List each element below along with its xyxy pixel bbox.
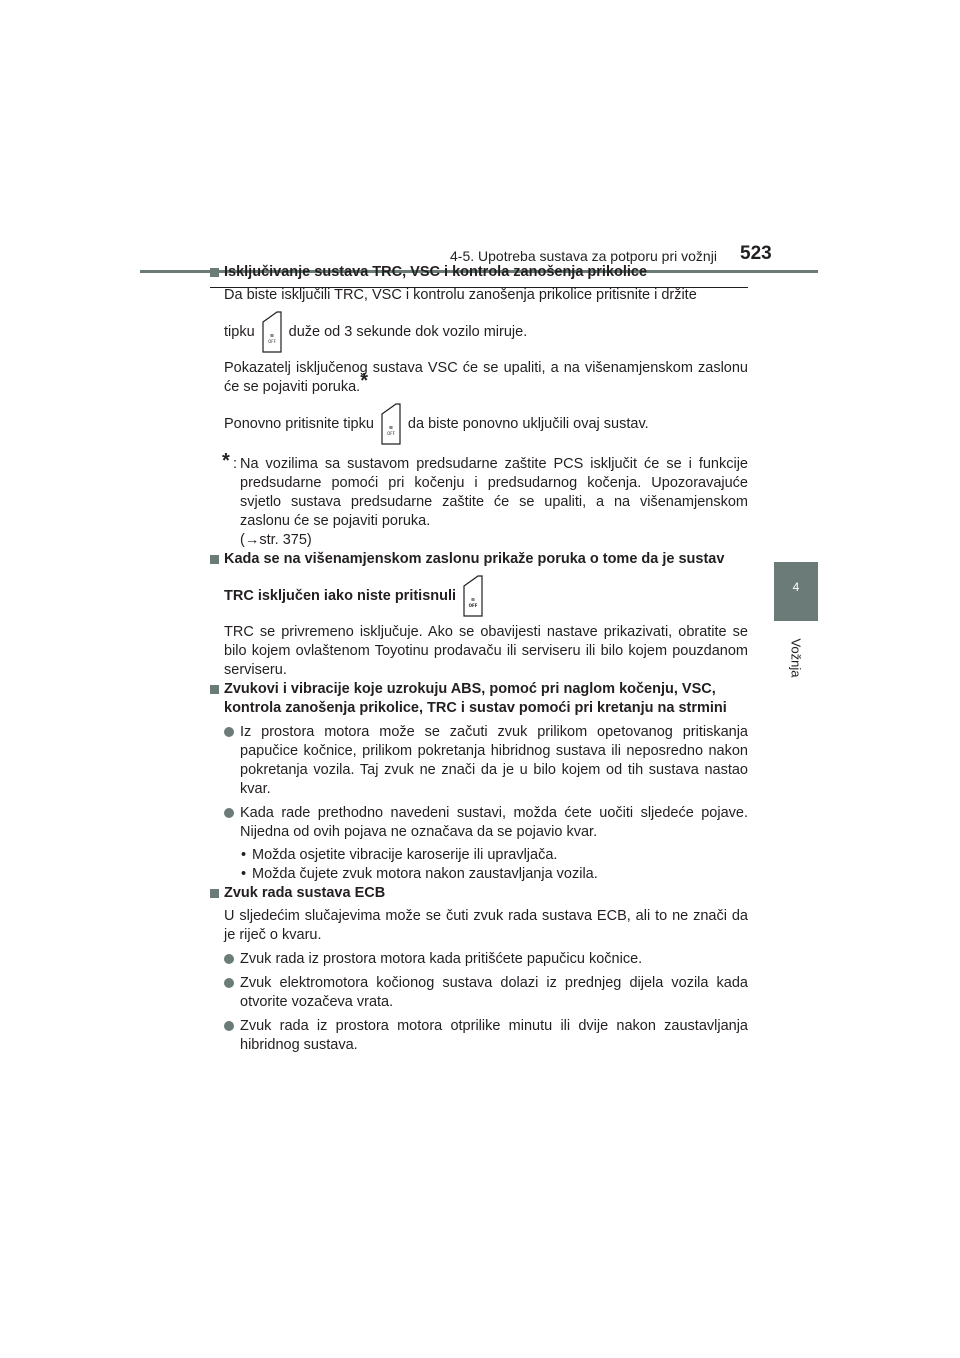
paragraph: tipku ≋ OFF duže od 3 sekunde dok vozilo miruje. [210, 309, 748, 355]
header-title: 4-5. Upotreba sustava za potporu pri vožnji [450, 248, 717, 264]
section-heading-trc-message: Kada se na višenamjenskom zaslonu prikaže poruka o tome da je sustav [210, 550, 748, 569]
page-content [210, 263, 748, 1055]
paragraph: Pokazatelj isključenog sustava VSC će se upaliti, a na višenamjenskom zaslonu će se pojaviti poruka.* [224, 360, 748, 395]
svg-text:≋: ≋ [388, 425, 394, 432]
chapter-label [770, 632, 822, 684]
section-heading-trc-vsc-off: Isključivanje sustava TRC, VSC i kontrola zanošenja prikolice [210, 263, 748, 282]
footnote [210, 450, 748, 550]
chapter-number: 4 [792, 580, 800, 594]
paragraph: TRC se privremeno isključuje. Ako se obavijesti nastave prikazivati, obratite se bilo kojem ovlaštenom Toyotinu prodavaču ili serviseru ili bilo kojem pouzdanom serviseru. [224, 624, 748, 678]
svg-text:OFF: OFF [267, 339, 276, 345]
list-item: Kada rade prethodno navedeni sustavi, možda ćete uočiti sljedeće pojave. Nijedna od ovih pojava ne označava da se pojavio kvar. [210, 804, 748, 842]
footnote-reference: (→str. 375) [240, 532, 312, 548]
svg-text:OFF: OFF [468, 603, 478, 609]
footnote-star: * [222, 450, 230, 472]
paragraph: Ponovno pritisnite tipku ≋ OFF da biste ponovno uključili ovaj sustav. [210, 401, 748, 447]
sub-list-item: • Možda osjetite vibracije karoserije ili upravljača. [210, 846, 748, 865]
svg-text:≋: ≋ [269, 333, 274, 340]
list-item: Zvuk rada iz prostora motora otprilike minutu ili dvije nakon zaustavljanja hibridnog sustava. [210, 1017, 748, 1055]
section-heading-ecb-sound: Zvuk rada sustava ECB [210, 884, 748, 903]
vsc-off-button-icon [460, 574, 486, 618]
footnote-colon: : [233, 456, 238, 472]
vsc-off-button-icon [378, 402, 404, 446]
paragraph: U sljedećim slučajevima može se čuti zvuk rada sustava ECB, ali to ne znači da je riječ o kvaru. [224, 908, 748, 943]
list-item: Iz prostora motora može se začuti zvuk prilikom opetovanog pritiskanja papučice kočnice, prilikom pokretanja hibridnog sustava ili neposredno nakon pokretanja vozila. Taj zvuk ne znači da je u bilo kojem od tih sustava nastao kvar. [210, 723, 748, 799]
paragraph: Da biste isključili TRC, VSC i kontrolu zanošenja prikolice pritisnite i držite [224, 287, 697, 303]
chapter-label-text: Vožnja [788, 638, 804, 678]
list-item: Zvuk rada iz prostora motora kada pritišćete papučicu kočnice. [210, 950, 748, 969]
footnote-marker: * [360, 370, 369, 392]
sub-list-item: • Možda čujete zvuk motora nakon zaustavljanja vozila. [210, 865, 748, 884]
vsc-off-button-icon [259, 310, 285, 354]
svg-text:OFF: OFF [387, 431, 395, 437]
chapter-tab [774, 562, 818, 621]
page-number: 523 [740, 243, 772, 264]
section-heading-continued: TRC isključen iako niste pritisnuli ≋ OFF [210, 573, 748, 619]
list-item: Zvuk elektromotora kočionog sustava dolazi iz prednjeg dijela vozila kada otvorite vozačeva vrata. [210, 974, 748, 1012]
svg-text:≋: ≋ [470, 597, 476, 604]
section-heading-sounds-vibrations: Zvukovi i vibracije koje uzrokuju ABS, pomoć pri naglom kočenju, VSC, kontrola zanošenja prikolice, TRC i sustav pomoći pri kretanju na strmini [210, 680, 748, 718]
footnote-text: Na vozilima sa sustavom predsudarne zaštite PCS isključit će se i funkcije predsudarne pomoći pri kočenju i predsudarnog kočenja. Upozoravajuće svjetlo sustava predsudarne zaštite će se upaliti, a na višenamjenskom zaslonu će se pojaviti poruka. [240, 456, 748, 529]
